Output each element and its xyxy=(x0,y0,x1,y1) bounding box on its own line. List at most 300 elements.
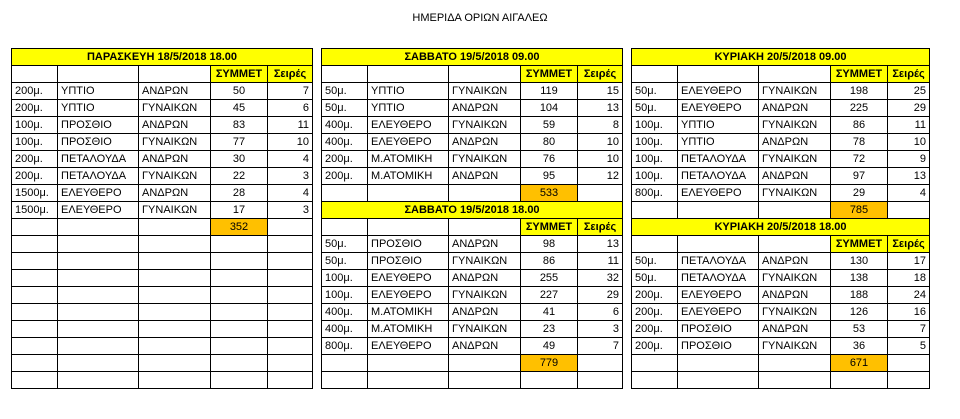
seires-cell: 12 xyxy=(578,168,623,185)
column-gap xyxy=(313,219,322,236)
empty-cell xyxy=(759,236,831,253)
empty-cell xyxy=(268,321,313,338)
style-cell: ΠΡΟΣΘΙΟ xyxy=(368,253,449,270)
style-cell: ΠΡΟΣΘΙΟ xyxy=(58,134,139,151)
empty-cell xyxy=(368,219,449,236)
style-cell: ΕΛΕΥΘΕΡΟ xyxy=(368,287,449,304)
empty-cell xyxy=(888,372,930,389)
empty-cell xyxy=(139,236,211,253)
table-row xyxy=(12,270,930,287)
empty-cell xyxy=(12,321,58,338)
empty-cell xyxy=(759,355,831,372)
seires-cell: 11 xyxy=(888,117,930,134)
symmet-cell: 126 xyxy=(831,304,888,321)
empty-cell xyxy=(368,185,449,202)
distance-cell: 800μ. xyxy=(632,185,678,202)
style-cell: ΠΡΟΣΘΙΟ xyxy=(368,236,449,253)
distance-cell: 400μ. xyxy=(322,134,368,151)
empty-cell xyxy=(139,355,211,372)
seires-cell: 11 xyxy=(578,253,623,270)
category-cell: ΑΝΔΡΩΝ xyxy=(449,304,521,321)
empty-cell xyxy=(139,253,211,270)
empty-cell xyxy=(12,253,58,270)
category-cell: ΑΝΔΡΩΝ xyxy=(449,270,521,287)
category-cell: ΓΥΝΑΙΚΩΝ xyxy=(759,83,831,100)
table-row xyxy=(12,185,930,202)
style-cell: ΠΕΤΑΛΟΥΔΑ xyxy=(58,168,139,185)
symmet-cell: 23 xyxy=(521,321,578,338)
column-gap xyxy=(623,83,632,100)
style-cell: ΥΠΤΙΟ xyxy=(58,83,139,100)
session-header: ΚΥΡΙΑΚΗ 20/5/2018 18.00 xyxy=(632,219,930,236)
empty-cell xyxy=(211,321,268,338)
seires-cell: 29 xyxy=(888,100,930,117)
column-gap xyxy=(313,83,322,100)
symmet-cell: 50 xyxy=(211,83,268,100)
empty-cell xyxy=(268,338,313,355)
seires-cell: 18 xyxy=(888,270,930,287)
distance-cell: 50μ. xyxy=(322,236,368,253)
category-cell: ΑΝΔΡΩΝ xyxy=(449,236,521,253)
symmet-cell: 86 xyxy=(831,117,888,134)
table-row xyxy=(12,202,930,219)
seires-cell: 13 xyxy=(578,236,623,253)
category-cell: ΓΥΝΑΙΚΩΝ xyxy=(449,321,521,338)
empty-cell xyxy=(58,287,139,304)
empty-cell xyxy=(139,219,211,236)
column-gap xyxy=(313,49,322,66)
empty-cell xyxy=(58,321,139,338)
category-cell: ΓΥΝΑΙΚΩΝ xyxy=(139,202,211,219)
column-gap xyxy=(313,236,322,253)
empty-cell xyxy=(678,202,759,219)
column-gap xyxy=(313,304,322,321)
column-gap xyxy=(623,66,632,83)
distance-cell: 100μ. xyxy=(322,270,368,287)
empty-cell xyxy=(632,202,678,219)
empty-cell xyxy=(368,355,449,372)
empty-cell xyxy=(12,372,58,389)
symmet-cell: 119 xyxy=(521,83,578,100)
symmet-cell: 36 xyxy=(831,338,888,355)
total-cell: 779 xyxy=(521,355,578,372)
session-header: ΚΥΡΙΑΚΗ 20/5/2018 09.00 xyxy=(632,49,930,66)
category-cell: ΑΝΔΡΩΝ xyxy=(759,134,831,151)
category-cell: ΑΝΔΡΩΝ xyxy=(449,168,521,185)
symmet-label: ΣΥΜΜΕΤ xyxy=(211,66,268,83)
category-cell: ΓΥΝΑΙΚΩΝ xyxy=(759,151,831,168)
style-cell: ΠΡΟΣΘΙΟ xyxy=(678,338,759,355)
empty-cell xyxy=(139,270,211,287)
table-row xyxy=(12,117,930,134)
symmet-cell: 41 xyxy=(521,304,578,321)
seires-cell: 32 xyxy=(578,270,623,287)
style-cell: Μ.ΑΤΟΜΙΚΗ xyxy=(368,321,449,338)
distance-cell: 1500μ. xyxy=(12,202,58,219)
empty-cell xyxy=(58,66,139,83)
empty-cell xyxy=(578,355,623,372)
column-gap xyxy=(313,117,322,134)
empty-cell xyxy=(58,372,139,389)
column-gap xyxy=(623,253,632,270)
symmet-label: ΣΥΜΜΕΤ xyxy=(831,66,888,83)
seires-cell: 3 xyxy=(268,202,313,219)
session-header: ΣΑΒΒΑΤΟ 19/5/2018 09.00 xyxy=(322,49,623,66)
empty-cell xyxy=(268,287,313,304)
distance-cell: 200μ. xyxy=(12,168,58,185)
seires-label: Σειρές xyxy=(578,219,623,236)
column-gap xyxy=(313,372,322,389)
seires-cell: 10 xyxy=(578,151,623,168)
empty-cell xyxy=(211,355,268,372)
column-gap xyxy=(313,185,322,202)
table-row xyxy=(12,83,930,100)
total-cell: 533 xyxy=(521,185,578,202)
seires-cell: 16 xyxy=(888,304,930,321)
symmet-cell: 59 xyxy=(521,117,578,134)
empty-cell xyxy=(139,321,211,338)
distance-cell: 50μ. xyxy=(632,253,678,270)
distance-cell: 100μ. xyxy=(632,134,678,151)
column-gap xyxy=(623,49,632,66)
empty-cell xyxy=(759,202,831,219)
empty-cell xyxy=(759,372,831,389)
category-cell: ΑΝΔΡΩΝ xyxy=(759,100,831,117)
category-cell: ΑΝΔΡΩΝ xyxy=(759,168,831,185)
category-cell: ΓΥΝΑΙΚΩΝ xyxy=(449,287,521,304)
category-cell: ΓΥΝΑΙΚΩΝ xyxy=(759,185,831,202)
category-cell: ΓΥΝΑΙΚΩΝ xyxy=(759,270,831,287)
seires-cell: 25 xyxy=(888,83,930,100)
column-gap xyxy=(623,134,632,151)
symmet-cell: 72 xyxy=(831,151,888,168)
empty-cell xyxy=(58,355,139,372)
distance-cell: 50μ. xyxy=(322,83,368,100)
empty-cell xyxy=(211,253,268,270)
seires-cell: 24 xyxy=(888,287,930,304)
empty-cell xyxy=(58,270,139,287)
column-gap xyxy=(313,134,322,151)
empty-cell xyxy=(449,355,521,372)
total-cell: 785 xyxy=(831,202,888,219)
column-gap xyxy=(313,151,322,168)
table-row xyxy=(12,253,930,270)
empty-cell xyxy=(139,372,211,389)
distance-cell: 50μ. xyxy=(322,100,368,117)
symmet-cell: 227 xyxy=(521,287,578,304)
symmet-label: ΣΥΜΜΕΤ xyxy=(521,219,578,236)
empty-cell xyxy=(139,66,211,83)
seires-cell: 5 xyxy=(888,338,930,355)
distance-cell: 200μ. xyxy=(12,100,58,117)
empty-cell xyxy=(211,270,268,287)
seires-cell: 13 xyxy=(888,168,930,185)
seires-cell: 4 xyxy=(888,185,930,202)
style-cell: ΥΠΤΙΟ xyxy=(678,117,759,134)
empty-cell xyxy=(678,372,759,389)
seires-cell: 8 xyxy=(578,117,623,134)
distance-cell: 50μ. xyxy=(322,253,368,270)
symmet-cell: 17 xyxy=(211,202,268,219)
column-gap xyxy=(623,219,632,236)
category-cell: ΑΝΔΡΩΝ xyxy=(139,117,211,134)
category-cell: ΑΝΔΡΩΝ xyxy=(759,287,831,304)
style-cell: Μ.ΑΤΟΜΙΚΗ xyxy=(368,304,449,321)
symmet-cell: 255 xyxy=(521,270,578,287)
symmet-cell: 104 xyxy=(521,100,578,117)
distance-cell: 200μ. xyxy=(12,83,58,100)
empty-cell xyxy=(58,304,139,321)
symmet-cell: 49 xyxy=(521,338,578,355)
style-cell: ΠΡΟΣΘΙΟ xyxy=(58,117,139,134)
style-cell: ΠΕΤΑΛΟΥΔΑ xyxy=(678,168,759,185)
column-gap xyxy=(623,338,632,355)
category-cell: ΓΥΝΑΙΚΩΝ xyxy=(759,338,831,355)
seires-cell: 7 xyxy=(888,321,930,338)
distance-cell: 100μ. xyxy=(322,287,368,304)
empty-cell xyxy=(449,66,521,83)
empty-cell xyxy=(139,304,211,321)
empty-cell xyxy=(12,304,58,321)
empty-cell xyxy=(12,355,58,372)
seires-label: Σειρές xyxy=(578,66,623,83)
document-title: ΗΜΕΡΙΔΑ ΟΡΙΩΝ ΑΙΓΑΛΕΩ xyxy=(412,12,548,24)
table-row xyxy=(12,49,930,66)
symmet-cell: 78 xyxy=(831,134,888,151)
category-cell: ΑΝΔΡΩΝ xyxy=(759,253,831,270)
column-gap xyxy=(623,372,632,389)
style-cell: ΠΕΤΑΛΟΥΔΑ xyxy=(678,151,759,168)
symmet-cell: 86 xyxy=(521,253,578,270)
empty-cell xyxy=(139,287,211,304)
column-gap xyxy=(623,304,632,321)
empty-cell xyxy=(268,236,313,253)
seires-cell: 17 xyxy=(888,253,930,270)
empty-cell xyxy=(449,219,521,236)
distance-cell: 50μ. xyxy=(632,100,678,117)
category-cell: ΑΝΔΡΩΝ xyxy=(139,83,211,100)
empty-cell xyxy=(521,372,578,389)
style-cell: ΕΛΕΥΘΕΡΟ xyxy=(678,304,759,321)
style-cell: ΕΛΕΥΘΕΡΟ xyxy=(58,185,139,202)
column-gap xyxy=(623,100,632,117)
seires-cell: 7 xyxy=(268,83,313,100)
empty-cell xyxy=(578,372,623,389)
symmet-cell: 76 xyxy=(521,151,578,168)
empty-cell xyxy=(268,372,313,389)
symmet-cell: 198 xyxy=(831,83,888,100)
table-row xyxy=(12,100,930,117)
empty-cell xyxy=(449,185,521,202)
distance-cell: 200μ. xyxy=(632,338,678,355)
symmet-cell: 53 xyxy=(831,321,888,338)
symmet-label: ΣΥΜΜΕΤ xyxy=(521,66,578,83)
category-cell: ΑΝΔΡΩΝ xyxy=(139,185,211,202)
seires-cell: 9 xyxy=(888,151,930,168)
empty-cell xyxy=(268,270,313,287)
symmet-cell: 80 xyxy=(521,134,578,151)
empty-cell xyxy=(322,185,368,202)
empty-cell xyxy=(268,219,313,236)
distance-cell: 200μ. xyxy=(632,304,678,321)
total-cell: 352 xyxy=(211,219,268,236)
category-cell: ΓΥΝΑΙΚΩΝ xyxy=(759,117,831,134)
distance-cell: 100μ. xyxy=(632,117,678,134)
column-gap xyxy=(623,270,632,287)
empty-cell xyxy=(322,372,368,389)
style-cell: ΠΕΤΑΛΟΥΔΑ xyxy=(678,270,759,287)
empty-cell xyxy=(632,372,678,389)
seires-label: Σειρές xyxy=(268,66,313,83)
style-cell: ΠΡΟΣΘΙΟ xyxy=(678,321,759,338)
category-cell: ΓΥΝΑΙΚΩΝ xyxy=(139,168,211,185)
distance-cell: 400μ. xyxy=(322,321,368,338)
empty-cell xyxy=(211,372,268,389)
style-cell: ΕΛΕΥΘΕΡΟ xyxy=(678,287,759,304)
column-gap xyxy=(313,287,322,304)
style-cell: ΕΛΕΥΘΕΡΟ xyxy=(368,270,449,287)
distance-cell: 1500μ. xyxy=(12,185,58,202)
column-gap xyxy=(623,185,632,202)
style-cell: ΠΕΤΑΛΟΥΔΑ xyxy=(678,253,759,270)
empty-cell xyxy=(58,338,139,355)
symmet-cell: 28 xyxy=(211,185,268,202)
column-gap xyxy=(623,117,632,134)
empty-cell xyxy=(58,236,139,253)
table-row xyxy=(12,66,930,83)
empty-cell xyxy=(888,202,930,219)
total-cell: 671 xyxy=(831,355,888,372)
empty-cell xyxy=(211,236,268,253)
column-gap xyxy=(623,355,632,372)
seires-cell: 3 xyxy=(268,168,313,185)
style-cell: ΠΕΤΑΛΟΥΔΑ xyxy=(58,151,139,168)
empty-cell xyxy=(12,287,58,304)
column-gap xyxy=(313,168,322,185)
column-gap xyxy=(623,202,632,219)
symmet-cell: 225 xyxy=(831,100,888,117)
column-gap xyxy=(623,321,632,338)
seires-cell: 11 xyxy=(268,117,313,134)
empty-cell xyxy=(12,236,58,253)
column-gap xyxy=(313,338,322,355)
symmet-cell: 77 xyxy=(211,134,268,151)
table-row xyxy=(12,219,930,236)
table-row xyxy=(12,372,930,389)
symmet-cell: 45 xyxy=(211,100,268,117)
distance-cell: 50μ. xyxy=(632,83,678,100)
seires-cell: 10 xyxy=(578,134,623,151)
column-gap xyxy=(623,287,632,304)
style-cell: ΕΛΕΥΘΕΡΟ xyxy=(368,338,449,355)
distance-cell: 100μ. xyxy=(12,117,58,134)
seires-cell: 13 xyxy=(578,100,623,117)
style-cell: ΕΛΕΥΘΕΡΟ xyxy=(368,117,449,134)
distance-cell: 100μ. xyxy=(12,134,58,151)
category-cell: ΓΥΝΑΙΚΩΝ xyxy=(449,253,521,270)
distance-cell: 200μ. xyxy=(632,287,678,304)
distance-cell: 50μ. xyxy=(632,270,678,287)
session-header: ΠΑΡΑΣΚΕΥΗ 18/5/2018 18.00 xyxy=(12,49,313,66)
empty-cell xyxy=(211,304,268,321)
empty-cell xyxy=(322,355,368,372)
seires-cell: 6 xyxy=(578,304,623,321)
empty-cell xyxy=(58,253,139,270)
empty-cell xyxy=(678,66,759,83)
column-gap xyxy=(313,66,322,83)
style-cell: Μ.ΑΤΟΜΙΚΗ xyxy=(368,168,449,185)
empty-cell xyxy=(12,66,58,83)
empty-cell xyxy=(322,66,368,83)
distance-cell: 400μ. xyxy=(322,117,368,134)
session-header: ΣΑΒΒΑΤΟ 19/5/2018 18.00 xyxy=(322,202,623,219)
symmet-cell: 188 xyxy=(831,287,888,304)
empty-cell xyxy=(322,219,368,236)
empty-cell xyxy=(759,66,831,83)
style-cell: ΕΛΕΥΘΕΡΟ xyxy=(368,134,449,151)
table-row xyxy=(12,134,930,151)
distance-cell: 800μ. xyxy=(322,338,368,355)
category-cell: ΑΝΔΡΩΝ xyxy=(449,100,521,117)
symmet-cell: 138 xyxy=(831,270,888,287)
empty-cell xyxy=(58,219,139,236)
table-row xyxy=(12,151,930,168)
seires-cell: 7 xyxy=(578,338,623,355)
column-gap xyxy=(313,202,322,219)
style-cell: ΥΠΤΙΟ xyxy=(678,134,759,151)
empty-cell xyxy=(678,355,759,372)
empty-cell xyxy=(678,236,759,253)
category-cell: ΑΝΔΡΩΝ xyxy=(449,134,521,151)
column-gap xyxy=(313,355,322,372)
distance-cell: 200μ. xyxy=(322,151,368,168)
seires-cell: 10 xyxy=(268,134,313,151)
style-cell: Μ.ΑΤΟΜΙΚΗ xyxy=(368,151,449,168)
empty-cell xyxy=(632,236,678,253)
column-gap xyxy=(313,270,322,287)
seires-cell: 29 xyxy=(578,287,623,304)
distance-cell: 400μ. xyxy=(322,304,368,321)
symmet-label: ΣΥΜΜΕΤ xyxy=(831,236,888,253)
column-gap xyxy=(623,151,632,168)
table-row xyxy=(12,236,930,253)
column-gap xyxy=(313,253,322,270)
table-row xyxy=(12,304,930,321)
seires-label: Σειρές xyxy=(888,66,930,83)
table-row xyxy=(12,355,930,372)
empty-cell xyxy=(268,253,313,270)
symmet-cell: 22 xyxy=(211,168,268,185)
empty-cell xyxy=(211,338,268,355)
category-cell: ΓΥΝΑΙΚΩΝ xyxy=(759,304,831,321)
seires-cell: 15 xyxy=(578,83,623,100)
empty-cell xyxy=(12,338,58,355)
category-cell: ΓΥΝΑΙΚΩΝ xyxy=(139,134,211,151)
empty-cell xyxy=(831,372,888,389)
empty-cell xyxy=(12,270,58,287)
distance-cell: 200μ. xyxy=(322,168,368,185)
empty-cell xyxy=(139,338,211,355)
empty-cell xyxy=(368,66,449,83)
category-cell: ΓΥΝΑΙΚΩΝ xyxy=(449,151,521,168)
seires-cell: 6 xyxy=(268,100,313,117)
empty-cell xyxy=(368,372,449,389)
seires-label: Σειρές xyxy=(888,236,930,253)
empty-cell xyxy=(268,304,313,321)
table-row xyxy=(12,321,930,338)
symmet-cell: 29 xyxy=(831,185,888,202)
empty-cell xyxy=(12,219,58,236)
